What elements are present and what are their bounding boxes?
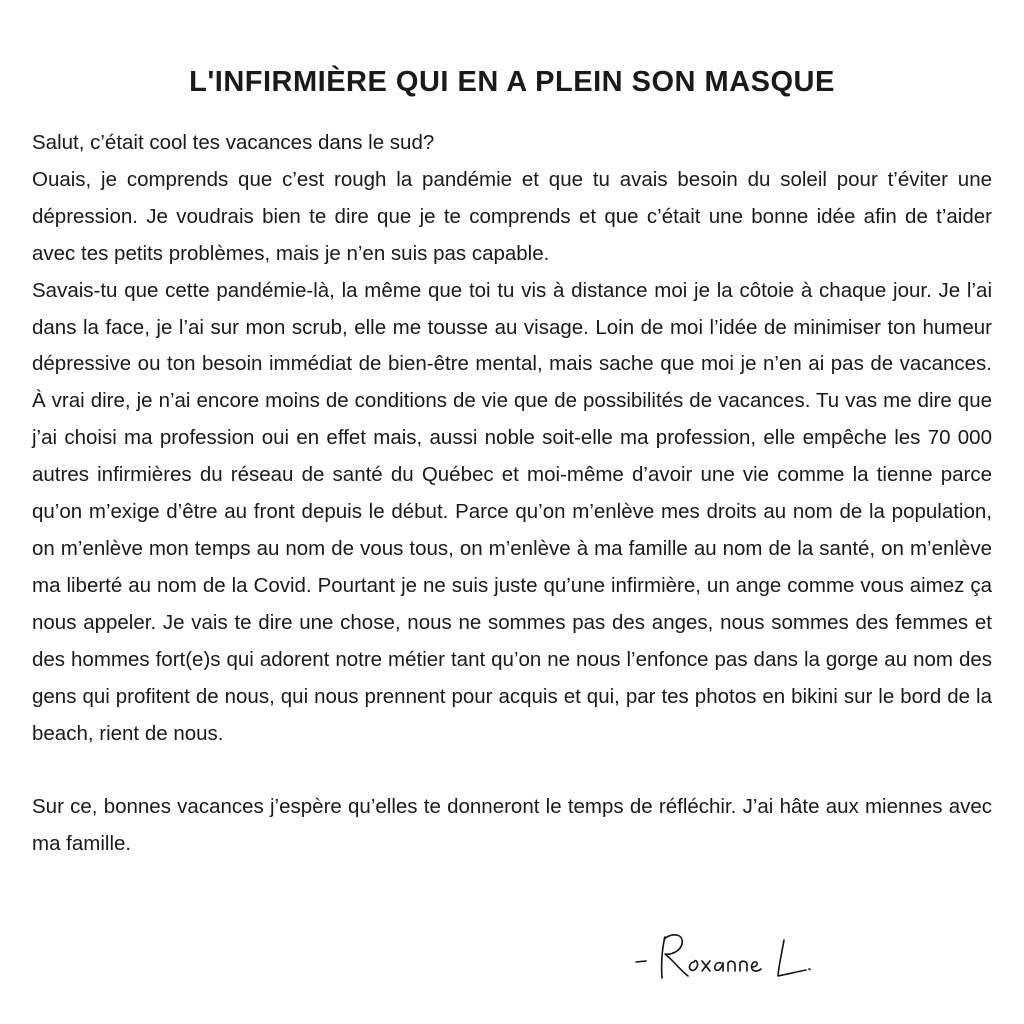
handwritten-signature	[628, 920, 828, 990]
letter-body	[32, 125, 992, 863]
document-title: L'INFIRMIÈRE QUI EN A PLEIN SON MASQUE	[189, 66, 835, 98]
paragraph-closing: Sur ce, bonnes vacances j’espère qu’elles te donneront le temps de réfléchir. J’ai hâte aux miennes avec ma famille.	[32, 795, 992, 856]
paragraph-understanding: Ouais, je comprends que c’est rough la pandémie et que tu avais besoin du soleil pour t’éviter une dépression. Je voudrais bien te dire que je te comprends et que c’était une bonne idée afin de t’aider avec tes petits problèmes, mais je n’en suis pas capable.	[32, 167, 992, 265]
signature-drawing	[628, 920, 828, 990]
paragraph-pandemic: Savais-tu que cette pandémie-là, la même que toi tu vis à distance moi je la côtoie à chaque jour. Je l’ai dans la face, je l’ai sur mon scrub, elle me tousse au visage. Loin de moi l’idée de minimiser ton humeur dépressive ou ton besoin immédiat de bien-être mental, mais sache que moi je n’en ai pas de vacances. À vrai dire, je n’ai encore moins de conditions de vie que de possibilités de vacances. Tu vas me dire que j’ai choisi ma profession oui en effet mais, aussi noble soit-elle ma profession, elle empêche les 70 000 autres infirmières du réseau de santé du Québec et moi-même d’avoir une vie comme la tienne parce qu’on m’exige d’être au front depuis le début. Parce qu’on m’enlève mes droits au nom de la population, on m’enlève mon temps au nom de vous tous, on m’enlève à ma famille au nom de la santé, on m’enlève ma liberté au nom de la Covid. Pourtant je ne suis juste qu’une infirmière, un ange comme vous aimez ça nous appeler. Je vais te dire une chose, nous ne sommes pas des anges, nous sommes des femmes et des hommes fort(e)s qui adorent notre métier tant qu’on ne nous l’enfonce pas dans la gorge au nom des gens qui profitent de nous, qui nous prennent pour acquis et qui, par tes photos en bikini sur le bord de la beach, rient de nous.	[32, 278, 992, 745]
paragraph-greeting: Salut, c’était cool tes vacances dans le sud?	[32, 131, 435, 154]
paragraph-spacer	[32, 752, 992, 789]
